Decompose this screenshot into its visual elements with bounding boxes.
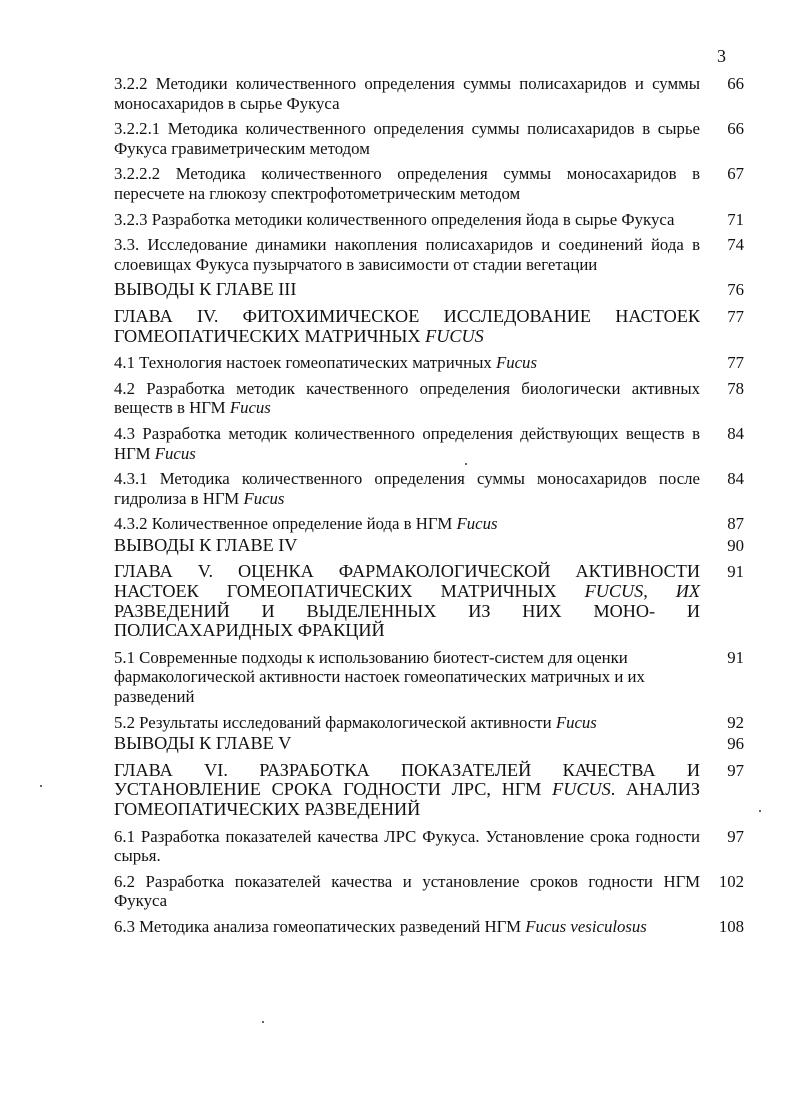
toc-entry-italic: Fucus: [456, 514, 498, 534]
toc-entry: [114, 119, 744, 158]
toc-entry-title: 6.1 Разработка показателей качества ЛРС Фукуса. Установление срока годности сырья.: [114, 826, 700, 866]
toc-entry-title: 3.2.2.1 Методика количественного определения суммы полисахаридов в сырье Фукуса гравиметрическим методом: [114, 119, 700, 158]
toc-entry: [114, 872, 744, 911]
toc-entry: [114, 210, 744, 230]
toc-entry: [114, 514, 744, 534]
toc-entry-text: 4.1 Технология настоек гомеопатических матричных: [114, 353, 492, 373]
toc-entry-text: 5.2 Результаты исследований фармакологической активности: [114, 712, 552, 732]
toc-entry-text: РАЗВЕДЕНИЙ И ВЫДЕЛЕННЫХ ИЗ НИХ МОНО- И ПОЛИСАХАРИДНЫХ ФРАКЦИЙ: [114, 600, 700, 641]
toc-entry-italic: FUCUS: [425, 325, 484, 346]
toc-entry: [114, 424, 744, 463]
toc-entry-title: ВЫВОДЫ К ГЛАВЕ III: [114, 279, 297, 300]
toc-entry-page: 84: [727, 469, 744, 489]
toc-entry-italic: Fucus: [229, 398, 271, 418]
toc-entry-page: 92: [727, 712, 744, 732]
toc-entry-page: 67: [727, 164, 744, 184]
toc-entry: [114, 379, 744, 418]
toc-entry: [114, 827, 744, 866]
toc-entry-page: 102: [718, 871, 744, 891]
toc-entry-italic: Fucus: [495, 353, 537, 373]
toc-entry-text: 4.2 Разработка методик качественного определения биологически активных веществ в НГМ: [114, 378, 700, 418]
toc-chapter-conclusions: [114, 536, 744, 556]
toc-entry-title: 3.2.3 Разработка методики количественного определения йода в сырье Фукуса: [114, 209, 675, 229]
toc-entry-page: 76: [727, 280, 744, 300]
toc-entry-italic: Fucus: [243, 488, 285, 508]
toc-entry-title: [114, 379, 700, 418]
toc-entry-page: 96: [727, 734, 744, 754]
toc-entry-title: 3.2.2.2 Методика количественного определения суммы моносахаридов в пересчете на глюкозу спектрофотометрическим методом: [114, 164, 700, 203]
toc-chapter-conclusions: [114, 734, 744, 754]
toc-entry-title: 3.2.2 Методики количественного определения суммы полисахаридов и суммы моносахаридов в сырье Фукуса: [114, 74, 700, 113]
toc-entry-page: 84: [727, 423, 744, 443]
toc-entry-title: [114, 713, 700, 733]
toc-entry-page: 97: [727, 760, 744, 780]
toc-entry-italic: FUCUS: [552, 779, 611, 800]
toc-entry-title: [114, 353, 700, 373]
toc-entry-page: 71: [727, 209, 744, 229]
toc-chapter: [114, 761, 744, 820]
toc-entry-title: 6.2 Разработка показателей качества и установление сроков годности НГМ Фукуса: [114, 871, 700, 911]
toc-entry-title: 3.3. Исследование динамики накопления полисахаридов и соединений йода в слоевищах Фукуса пузырчатого в зависимости от стадии вегетации: [114, 235, 700, 274]
toc-entry-page: 90: [727, 535, 744, 555]
toc-entry-italic: FUCUS, ИХ: [584, 581, 700, 602]
toc-entry-text: 4.3 Разработка методик количественного определения действующих веществ в НГМ: [114, 423, 700, 463]
toc-entry: [114, 353, 744, 373]
toc-chapter: [114, 307, 744, 346]
scan-speck: [262, 1021, 264, 1023]
toc-entry-page: 77: [727, 353, 744, 373]
toc-entry: [114, 917, 744, 937]
toc-entry-title: [114, 562, 700, 640]
page-number: 3: [717, 46, 726, 66]
toc-entry-page: 87: [727, 514, 744, 534]
toc-entry-page: 77: [727, 306, 744, 326]
toc-entry-page: 91: [727, 562, 744, 582]
toc-entry-text: 4.3.2 Количественное определение йода в НГМ: [114, 514, 453, 534]
toc-entry-text: ГЛАВА IV. ФИТОХИМИЧЕСКОЕ ИССЛЕДОВАНИЕ НАСТОЕК ГОМЕОПАТИЧЕСКИХ МАТРИЧНЫХ: [114, 305, 700, 346]
toc-entry-text: ГЛАВА VI. РАЗРАБОТКА ПОКАЗАТЕЛЕЙ КАЧЕСТВА И УСТАНОВЛЕНИЕ СРОКА ГОДНОСТИ ЛРС, НГМ: [114, 759, 700, 800]
toc-entry: [114, 713, 744, 733]
toc-entry-title: [114, 469, 700, 508]
toc-entry-title: [114, 424, 700, 463]
toc-entry-title: 5.1 Современные подходы к использованию биотест-систем для оценки фармакологической активности настоек гомеопатических матричных и их разведений: [114, 647, 645, 707]
toc-entry-page: 91: [727, 647, 744, 667]
toc-entry-page: 66: [727, 74, 744, 93]
toc-entry-text: . АНАЛИЗ ГОМЕОПАТИЧЕСКИХ РАЗВЕДЕНИЙ: [114, 779, 700, 819]
toc-entry-title: [114, 514, 700, 534]
toc-entry-title: ВЫВОДЫ К ГЛАВЕ IV: [114, 534, 298, 555]
toc-chapter: [114, 562, 744, 640]
toc-entry-page: 74: [727, 235, 744, 255]
toc-entry-text: 6.3 Методика анализа гомеопатических разведений НГМ: [114, 916, 521, 936]
toc-entry: [114, 469, 744, 508]
toc-entry-italic: Fucus vesiculosus: [525, 916, 647, 936]
toc-entry-title: [114, 307, 700, 346]
toc-entry-italic: Fucus: [154, 443, 196, 463]
toc-entry-text: 4.3.1 Методика количественного определения суммы моносахаридов после гидролиза в НГМ: [114, 469, 700, 508]
scan-speck: [40, 785, 42, 787]
toc-entry: [114, 74, 744, 113]
scan-speck: [465, 463, 467, 465]
toc-entry: [114, 648, 744, 707]
toc-entry-page: 97: [727, 826, 744, 846]
toc-entry: [114, 235, 744, 274]
table-of-contents: [114, 74, 744, 943]
toc-entry-italic: Fucus: [555, 712, 597, 732]
toc-entry-page: 108: [718, 916, 744, 936]
toc-entry-title: ВЫВОДЫ К ГЛАВЕ V: [114, 733, 292, 754]
toc-entry-page: 66: [727, 119, 744, 139]
toc-entry-title: [114, 917, 700, 937]
toc-entry-text: ГЛАВА V. ОЦЕНКА ФАРМАКОЛОГИЧЕСКОЙ АКТИВНОСТИ НАСТОЕК ГОМЕОПАТИЧЕСКИХ МАТРИЧНЫХ: [114, 561, 700, 602]
toc-chapter-conclusions: [114, 280, 744, 300]
toc-entry: [114, 164, 744, 203]
toc-entry-page: 78: [727, 378, 744, 398]
toc-entry-title: [114, 761, 700, 820]
scan-speck: [759, 810, 761, 812]
